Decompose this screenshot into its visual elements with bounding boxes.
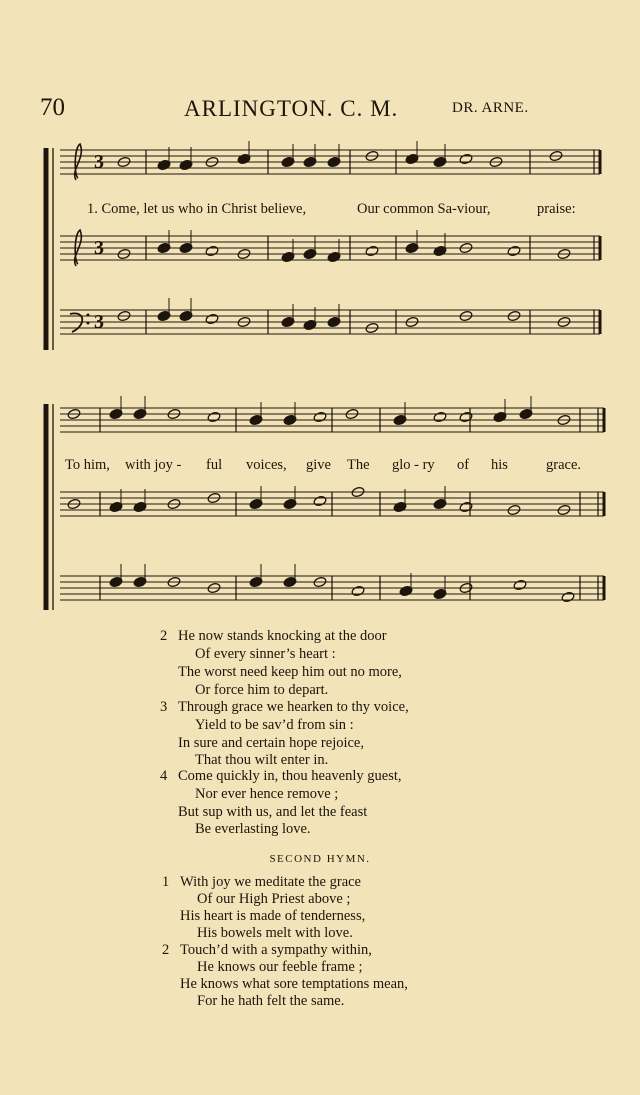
note-head xyxy=(459,153,473,165)
time-signature: 3 xyxy=(94,311,104,333)
verse-line: He knows what sore temptations mean, xyxy=(180,976,408,992)
verse-line: The worst need keep him out no more, xyxy=(178,664,402,680)
verse-line: His bowels melt with love. xyxy=(197,925,353,941)
lyric-word: give xyxy=(306,457,331,473)
note-head xyxy=(207,411,221,423)
lyric-word: with joy - xyxy=(125,457,182,473)
lyric-word: ful xyxy=(206,457,223,473)
note-head xyxy=(205,313,219,325)
verse-line: But sup with us, and let the feast xyxy=(178,804,368,820)
lyric-word: voices, xyxy=(246,457,287,473)
system1-lyrics xyxy=(0,201,640,221)
composer-name: DR. ARNE. xyxy=(452,100,529,116)
verse-line: Of every sinner’s heart : xyxy=(195,646,336,662)
bass-clef-dot xyxy=(87,314,90,317)
verse-line: He now stands knocking at the door xyxy=(178,628,387,644)
note-head xyxy=(313,411,327,423)
note-head xyxy=(507,245,521,257)
verse-line: Nor ever hence remove ; xyxy=(195,786,339,802)
note-head xyxy=(433,411,447,423)
verse-line: He knows our feeble frame ; xyxy=(197,959,363,975)
time-signature: 3 xyxy=(94,237,104,259)
bass-clef-dot xyxy=(87,322,90,325)
verse-line: That thou wilt enter in. xyxy=(195,752,329,768)
note-head xyxy=(313,495,327,507)
note-head xyxy=(561,591,575,603)
note-head xyxy=(205,245,219,257)
verse-line: Come quickly in, thou heavenly guest, xyxy=(178,768,402,784)
note-head xyxy=(459,411,473,423)
verse-number: 3 xyxy=(160,699,168,715)
verse-number: 2 xyxy=(160,628,168,644)
verse-line: Of our High Priest above ; xyxy=(197,891,351,907)
verse-line: Yield to be sav’d from sin : xyxy=(195,717,354,733)
verse-number: 2 xyxy=(162,942,170,958)
lyric-phrase: praise: xyxy=(537,201,576,217)
lyric-word: glo - ry xyxy=(392,457,435,473)
time-signature: 3 xyxy=(94,151,104,173)
verse-line: In sure and certain hope rejoice, xyxy=(178,735,364,751)
lyric-word: of xyxy=(457,457,470,473)
verse-line: Touch’d with a sympathy within, xyxy=(180,942,372,958)
lyric-word: his xyxy=(491,457,508,473)
note-head xyxy=(365,245,379,257)
verse-line: Through grace we hearken to thy voice, xyxy=(178,699,409,715)
verse-line: Be everlasting love. xyxy=(195,821,311,837)
verse-number: 1 xyxy=(162,874,170,890)
verse-line: For he hath felt the same. xyxy=(197,993,345,1009)
lyric-phrase: 1. Come, let us who in Christ believe, xyxy=(87,201,307,217)
note-head xyxy=(513,579,527,591)
note-head xyxy=(351,585,365,597)
verse-line: Or force him to depart. xyxy=(195,682,329,698)
tune-title: ARLINGTON. C. M. xyxy=(184,96,399,121)
second-hymn-heading: SECOND HYMN. xyxy=(269,853,371,865)
lyric-word: The xyxy=(347,457,370,473)
verse-line: His heart is made of tenderness, xyxy=(180,908,366,924)
lyric-phrase: Our common Sa-viour, xyxy=(357,201,491,217)
verse-line: With joy we meditate the grace xyxy=(180,874,361,890)
lyric-word: To him, xyxy=(65,457,110,473)
page-number: 70 xyxy=(40,94,65,121)
note-head xyxy=(459,501,473,513)
lyric-word: grace. xyxy=(546,457,582,473)
system2-lyrics xyxy=(0,457,640,477)
verse-number: 4 xyxy=(160,768,168,784)
